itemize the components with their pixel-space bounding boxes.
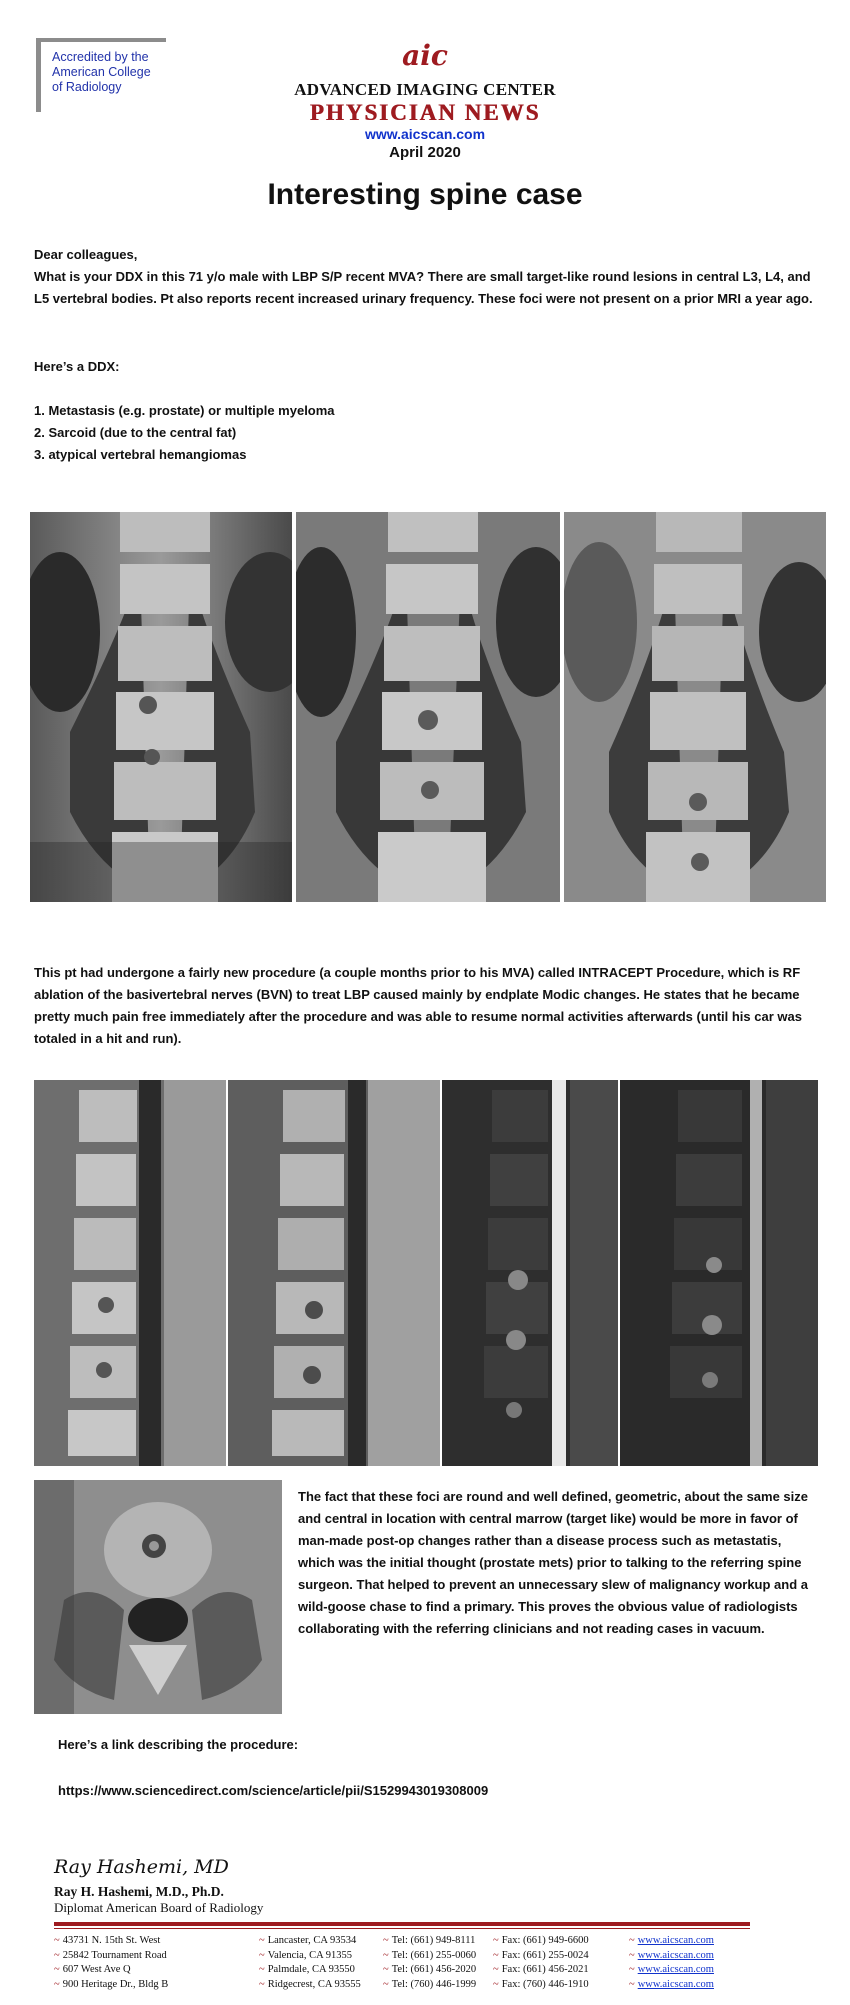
coronal-mri-image-3 [564,512,826,902]
location-website-link[interactable]: www.aicscan.com [637,1935,714,1946]
signature-title: Diplomat American Board of Radiology [54,1900,264,1915]
footer-locations [54,1934,754,1992]
greeting: Dear colleagues, [34,247,138,262]
intro-paragraph [34,244,824,310]
accreditation-badge [36,38,166,112]
location-city: Palmdale, CA 93550 [267,1964,355,1975]
aic-logo-mark [395,38,455,72]
ddx-item: 2. Sarcoid (due to the central fat) [34,425,237,440]
location-tel: Tel: (661) 949-8111 [391,1935,476,1946]
location-website-link[interactable]: www.aicscan.com [637,1978,714,1990]
location-city: Ridgecrest, CA 93555 [267,1978,361,1990]
coronal-mri-image-2 [296,512,560,902]
coronal-mri-image-1 [30,512,292,902]
location-website-link[interactable]: www.aicscan.com [637,1964,714,1975]
link-heading: Here’s a link describing the procedure: [58,1737,299,1752]
footer-divider [54,1922,750,1926]
procedure-link[interactable]: https://www.sciencedirect.com/science/article/pii/S1529943019308009 [58,1783,489,1798]
ddx-list [34,400,634,466]
signature-script: Ray Hashemi, MD [54,1856,229,1878]
website-link[interactable]: www.aicscan.com [364,126,486,142]
issue-date: April 2020 [389,144,461,161]
location-address: 900 Heritage Dr., Bldg B [62,1978,169,1990]
footer-divider-thin [54,1928,750,1929]
sagittal-mri-postcontrast-image [620,1080,818,1466]
intro-body: What is your DDX in this 71 y/o male with LBP S/P recent MVA? There are small target-like round lesions in central L3, L4, and L5 vertebral bodies. Pt also reports recent increased urinary frequency. These foci were not present on a prior MRI a year ago. [34,269,813,306]
location-fax: Fax: (661) 456-2021 [501,1964,589,1975]
location-city: Lancaster, CA 93534 [267,1935,357,1946]
sagittal-mri-stir-image [442,1080,618,1466]
location-tel: Tel: (760) 446-1999 [391,1978,477,1990]
location-city: Valencia, CA 91355 [267,1949,352,1961]
axial-mri-image [34,1480,282,1714]
location-tel: Tel: (661) 456-2020 [391,1964,477,1975]
sagittal-mri-t1-image [34,1080,226,1466]
location-tel: Tel: (661) 255-0060 [391,1949,477,1961]
page-title: Interesting spine case [267,178,583,211]
ddx-item: 3. atypical vertebral hemangiomas [34,447,247,462]
location-address: 607 West Ave Q [62,1964,131,1975]
signature-name: Ray H. Hashemi, M.D., Ph.D. [54,1884,224,1899]
discussion-paragraph: The fact that these foci are round and well defined, geometric, about the same size and central in location with central marrow (target like) would be more in favor of man-made post-op changes rather than a disease process such as metastatis, which was the initial thought (prostate mets) prior to talking to the referring spine surgeon. That helped to prevent an unnecessary slew of malignancy workup and a wild-goose chase to find a primary. This proves the obvious value of radiologists collaborating with the referring clinicians and not reading cases in vacuum. [298,1489,809,1636]
ddx-item: 1. Metastasis (e.g. prostate) or multiple myeloma [34,403,335,418]
footer-row: ~ 25842 Tournament Road ~ Valencia, CA 91355 ~ Tel: (661) 255-0060 ~ Fax: (661) 255-0024 ~ www.aicscan.com [54,1949,714,1961]
sagittal-mri-t2-image [228,1080,440,1466]
location-fax: Fax: (661) 949-6600 [501,1935,589,1946]
location-fax: Fax: (661) 255-0024 [501,1949,589,1961]
footer-row: ~ 900 Heritage Dr., Bldg B ~ Ridgecrest, CA 93555 ~ Tel: (760) 446-1999 ~ Fax: (760) 446-1910 ~ www.aicscan.com [54,1978,714,1990]
location-address: 43731 N. 15th St. West [62,1935,161,1946]
ddx-heading: Here’s a DDX: [34,359,120,374]
procedure-paragraph: This pt had undergone a fairly new procedure (a couple months prior to his MVA) called INTRACEPT Procedure, which is RF ablation of the basivertebral nerves (BVN) to treat LBP caused mainly by endplate Modic changes. He states that he became pretty much pain free immediately after the procedure and was able to resume normal activities afterwards (until his car was totaled in a hit and run). [34,965,802,1046]
logo-text: aic [402,39,448,72]
location-website-link[interactable]: www.aicscan.com [637,1949,714,1961]
center-name: ADVANCED IMAGING CENTER [294,80,556,99]
aic-logo [395,38,455,72]
footer-row: ~ 43731 N. 15th St. West ~ Lancaster, CA 93534 ~ Tel: (661) 949-8111 ~ Fax: (661) 949-6600 ~ www.aicscan.com [54,1935,714,1946]
accreditation-text: Accredited by the American College of Radiology [52,50,151,94]
footer-row: ~ 607 West Ave Q ~ Palmdale, CA 93550 ~ Tel: (661) 456-2020 ~ Fax: (661) 456-2021 ~ www.aicscan.com [54,1964,714,1975]
location-address: 25842 Tournament Road [62,1949,167,1961]
newsletter-name: PHYSICIAN NEWS [309,100,541,125]
location-fax: Fax: (760) 446-1910 [501,1978,589,1990]
